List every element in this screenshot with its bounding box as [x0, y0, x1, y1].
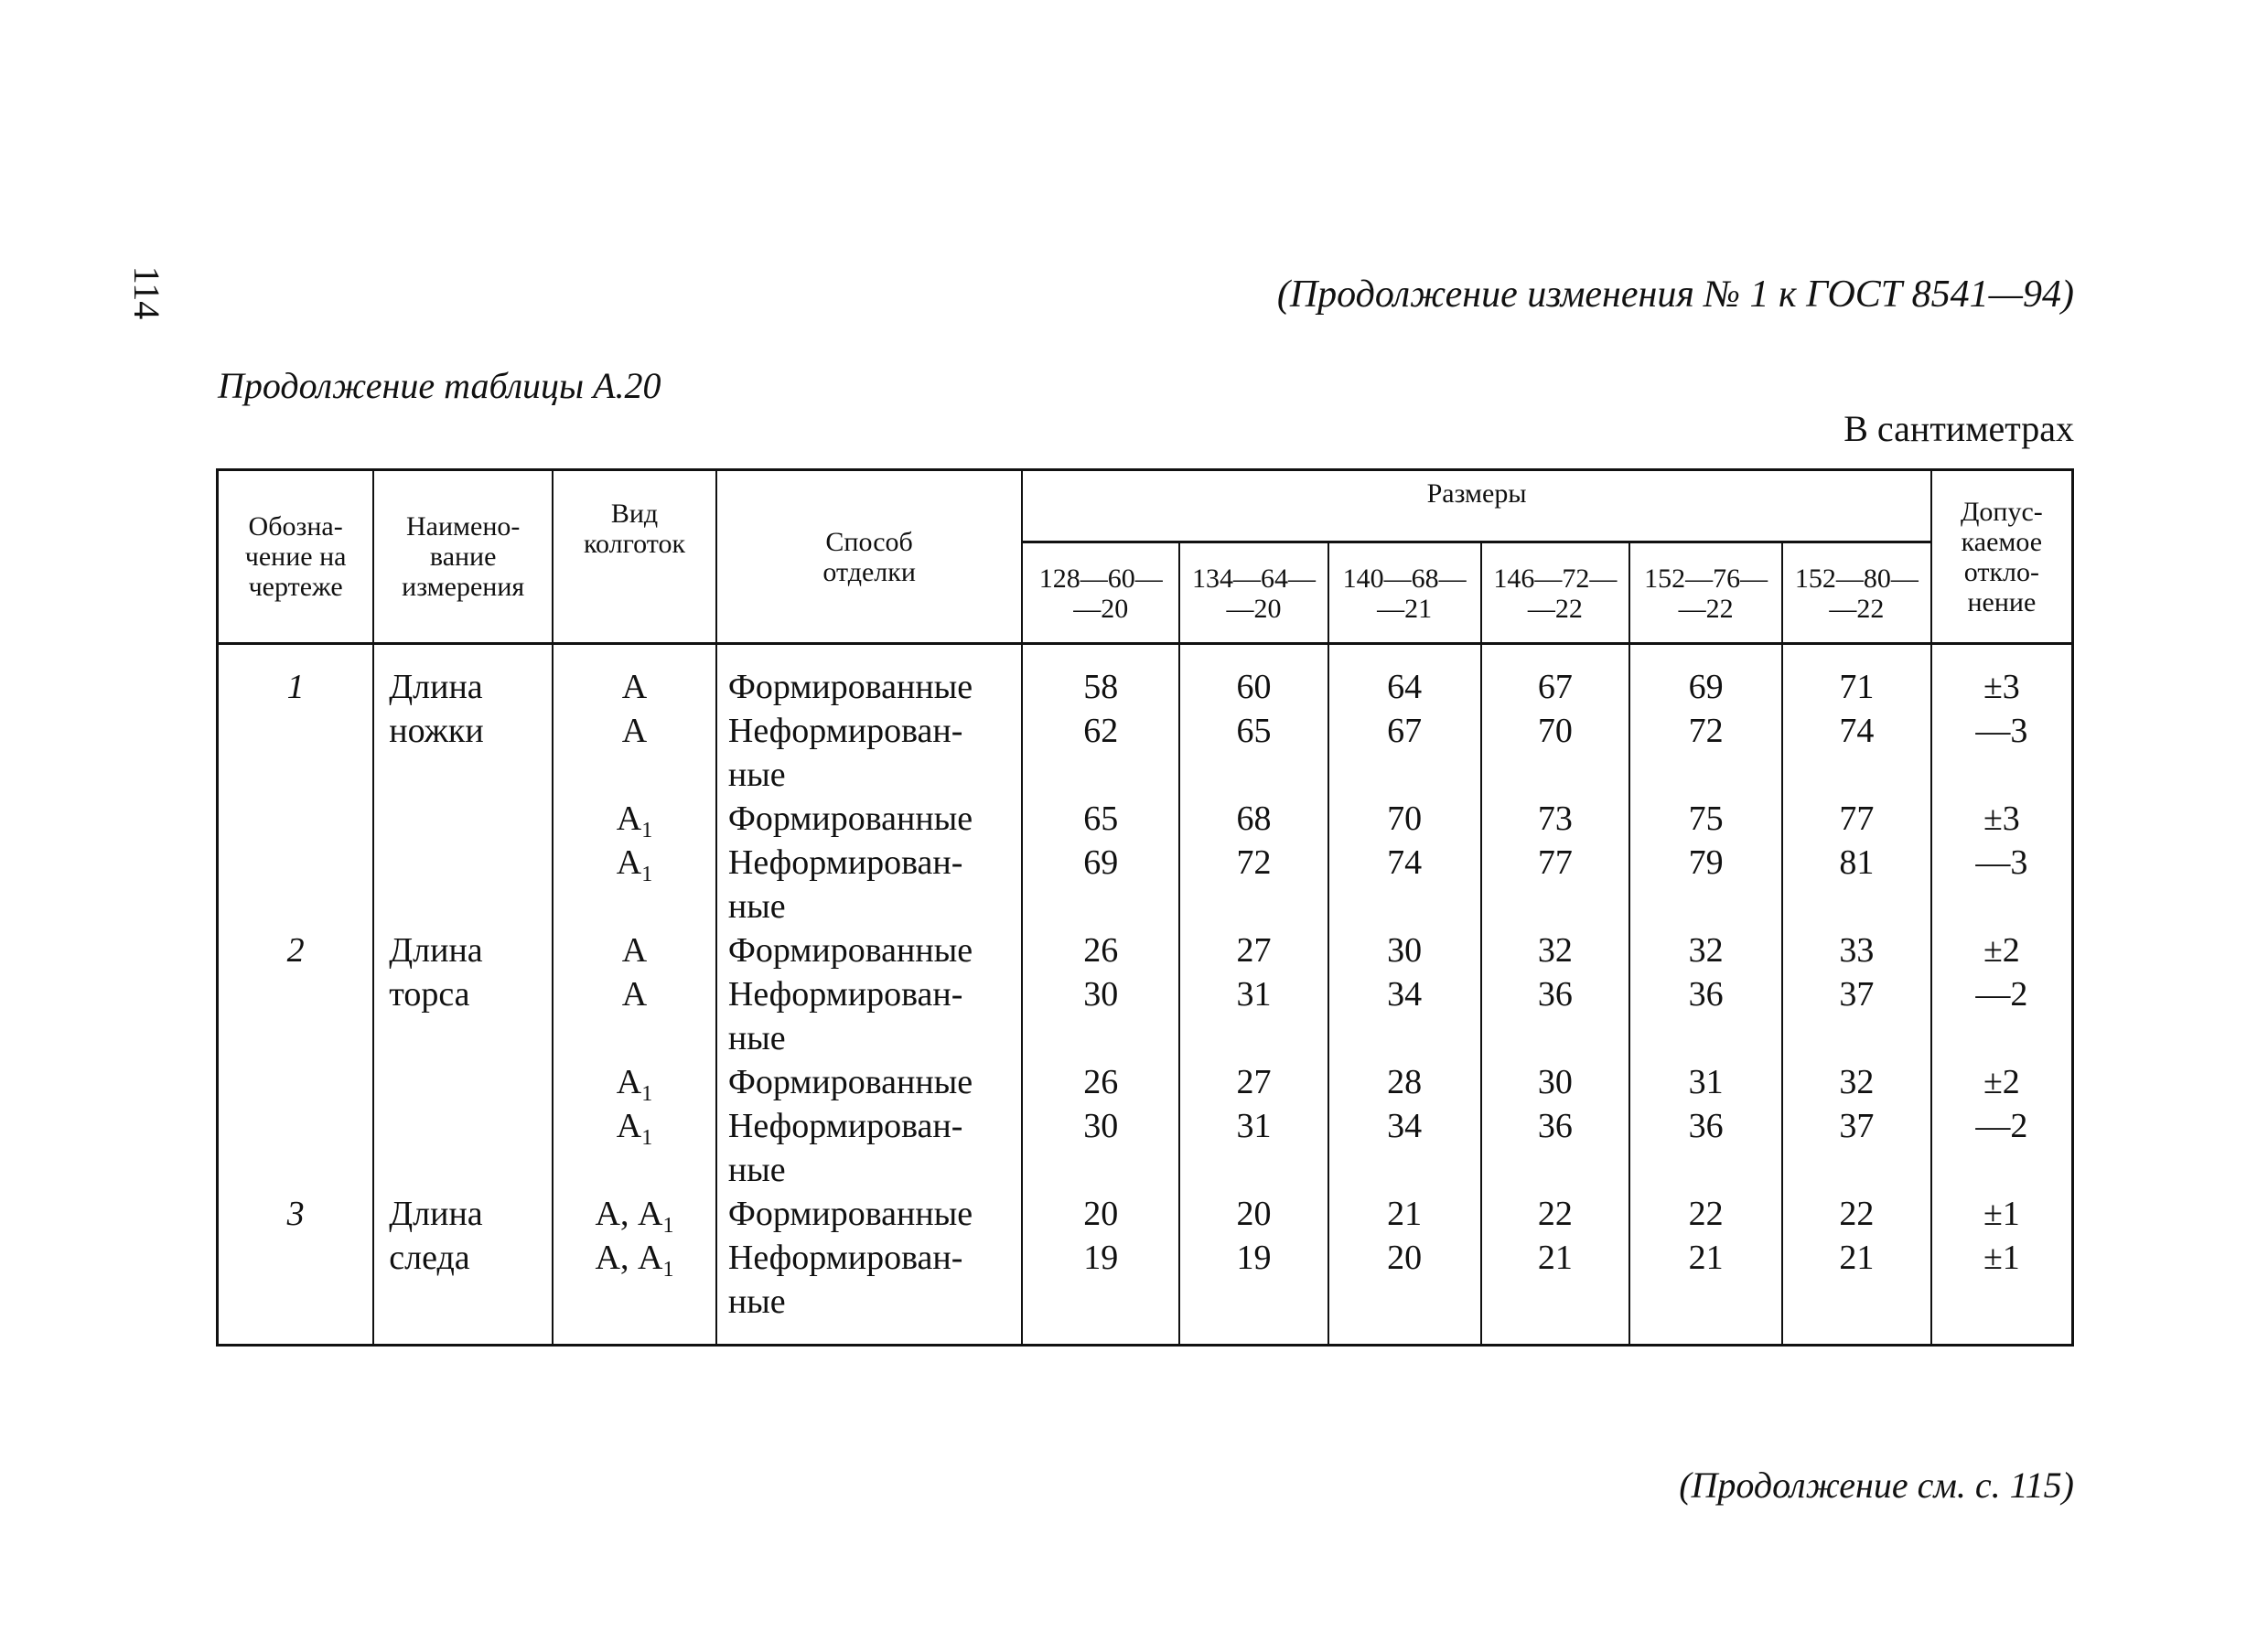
tolerance-value: ±3	[1983, 668, 2020, 706]
measure-name-line: торса	[389, 975, 470, 1014]
cell-designation	[218, 928, 374, 1192]
cell-designation	[218, 1192, 374, 1346]
size-value: 26	[1083, 931, 1119, 970]
size-line: —22	[1678, 594, 1734, 624]
type-subscript: 1	[641, 1082, 653, 1106]
cell-type	[553, 644, 716, 929]
cell-size-value	[1328, 928, 1481, 1192]
size-value: 74	[1839, 712, 1875, 750]
size-value: 36	[1688, 975, 1724, 1014]
size-value: 28	[1387, 1063, 1423, 1101]
size-value: 74	[1387, 843, 1423, 882]
type-entry	[554, 709, 715, 797]
header-name-line: Наимено-	[405, 511, 521, 542]
measure-name-line: Длина	[389, 668, 483, 706]
size-value: 19	[1083, 1239, 1119, 1277]
size-value: 34	[1387, 975, 1423, 1014]
size-value: 65	[1236, 712, 1272, 750]
cell-tolerance	[1931, 928, 2073, 1192]
size-value: 20	[1236, 1195, 1272, 1233]
finish-line: Неформирован-	[727, 1107, 963, 1145]
size-value: 64	[1387, 668, 1423, 706]
finish-line: Неформирован-	[727, 712, 963, 750]
type-entry	[554, 841, 715, 928]
finish-line: Формированные	[727, 931, 973, 970]
tolerance-value: —3	[1975, 712, 2028, 750]
cell-tolerance	[1931, 1192, 2073, 1346]
type-entry	[554, 1192, 715, 1236]
cell-measure-name	[373, 1192, 553, 1346]
cell-finish	[716, 928, 1022, 1192]
finish-line: Формированные	[727, 1195, 973, 1233]
cell-size-value	[1782, 928, 1931, 1192]
size-value: 70	[1387, 799, 1423, 838]
header-designation	[218, 470, 374, 644]
header-type-line: Вид	[610, 499, 659, 529]
table-row	[218, 928, 2073, 1192]
designation-text: 2	[286, 931, 305, 970]
table-caption: Продолжение таблицы А.20	[218, 365, 661, 406]
size-value: 68	[1236, 799, 1272, 838]
cell-size-value	[1629, 1192, 1782, 1346]
cell-size-value	[1179, 928, 1328, 1192]
size-value: 67	[1537, 668, 1573, 706]
header-name-line: вание	[429, 542, 497, 572]
finish-line: ные	[727, 1019, 786, 1057]
type-label: А	[616, 799, 642, 838]
cell-size-value	[1629, 644, 1782, 929]
size-value: 31	[1688, 1063, 1724, 1101]
header-finish-line: Способ	[825, 526, 913, 557]
type-entry	[554, 1060, 715, 1104]
size-value: 36	[1537, 1107, 1573, 1145]
header-finish-line: отделки	[822, 556, 916, 587]
cell-size-value	[1782, 644, 1931, 929]
size-line: 152—80—	[1794, 563, 1919, 594]
type-entry	[554, 797, 715, 841]
measurements-table	[216, 468, 2074, 1347]
size-value: 69	[1083, 843, 1119, 882]
size-value: 37	[1839, 1107, 1875, 1145]
size-line: —22	[1829, 594, 1885, 624]
size-value: 58	[1083, 668, 1119, 706]
type-label: А	[616, 843, 642, 882]
footer-note: (Продолжение см. с. 115)	[1679, 1465, 2074, 1506]
header-size-2	[1179, 542, 1328, 644]
size-value: 32	[1688, 931, 1724, 970]
size-value: 30	[1387, 931, 1423, 970]
size-value: 77	[1537, 843, 1573, 882]
cell-size-value	[1481, 644, 1630, 929]
type-entry	[554, 665, 715, 709]
finish-line: Формированные	[727, 799, 973, 838]
header-size-3	[1328, 542, 1481, 644]
size-value: 22	[1839, 1195, 1875, 1233]
size-value: 70	[1537, 712, 1573, 750]
size-line: 140—68—	[1342, 563, 1467, 594]
size-value: 20	[1083, 1195, 1119, 1233]
size-line: —22	[1527, 594, 1583, 624]
tolerance-value: ±3	[1983, 799, 2020, 838]
table-row	[218, 644, 2073, 929]
finish-line: ные	[727, 887, 786, 926]
size-value: 32	[1839, 1063, 1875, 1101]
units-note: В сантиметрах	[1843, 408, 2074, 449]
tolerance-value: —2	[1975, 975, 2028, 1014]
type-entry	[554, 1104, 715, 1192]
header-size-5	[1629, 542, 1782, 644]
size-value: 27	[1236, 931, 1272, 970]
size-value: 33	[1839, 931, 1875, 970]
size-value: 72	[1688, 712, 1724, 750]
type-label: А	[621, 931, 648, 970]
size-value: 30	[1083, 975, 1119, 1014]
designation-text: 3	[286, 1195, 305, 1233]
size-value: 75	[1688, 799, 1724, 838]
tolerance-value: ±1	[1983, 1195, 2020, 1233]
header-tolerance-line: Допус-	[1960, 496, 2043, 527]
tolerance-value: ±1	[1983, 1239, 2020, 1277]
size-line: —20	[1226, 594, 1282, 624]
type-label: А	[621, 975, 648, 1014]
size-value: 30	[1083, 1107, 1119, 1145]
cell-size-value	[1179, 644, 1328, 929]
designation-text: 1	[286, 668, 305, 706]
size-line: 134—64—	[1191, 563, 1316, 594]
type-label: А	[616, 1063, 642, 1101]
type-label: А, А	[595, 1195, 663, 1233]
type-subscript: 1	[662, 1214, 674, 1238]
cell-tolerance	[1931, 644, 2073, 929]
header-name-line: измерения	[402, 572, 525, 602]
size-value: 21	[1688, 1239, 1724, 1277]
size-value: 60	[1236, 668, 1272, 706]
size-value: 71	[1839, 668, 1875, 706]
type-entry	[554, 1236, 715, 1324]
header-tolerance-line: каемое	[1961, 526, 2043, 557]
type-entry	[554, 972, 715, 1060]
header-finish	[716, 470, 1022, 644]
finish-line: Неформирован-	[727, 975, 963, 1014]
finish-line: ные	[727, 1151, 786, 1189]
type-label: А	[621, 712, 648, 750]
size-value: 67	[1387, 712, 1423, 750]
type-subscript: 1	[662, 1258, 674, 1282]
cell-size-value	[1782, 1192, 1931, 1346]
tolerance-value: ±2	[1983, 931, 2020, 970]
tolerance-value: ±2	[1983, 1063, 2020, 1101]
header-tolerance-line: откло-	[1963, 556, 2039, 587]
cell-measure-name	[373, 928, 553, 1192]
cell-size-value	[1481, 928, 1630, 1192]
size-value: 27	[1236, 1063, 1272, 1101]
cell-finish	[716, 1192, 1022, 1346]
size-value: 34	[1387, 1107, 1423, 1145]
finish-line: Неформирован-	[727, 1239, 963, 1277]
header-note: (Продолжение изменения № 1 к ГОСТ 8541—94)	[1276, 274, 2074, 316]
size-line: 152—76—	[1644, 563, 1768, 594]
finish-line: Формированные	[727, 668, 973, 706]
size-value: 21	[1537, 1239, 1573, 1277]
size-value: 21	[1839, 1239, 1875, 1277]
header-designation-line: Обозна-	[248, 511, 343, 542]
cell-size-value	[1328, 1192, 1481, 1346]
type-entry	[554, 928, 715, 972]
page-number: 114	[126, 265, 167, 320]
size-value: 30	[1537, 1063, 1573, 1101]
cell-type	[553, 1192, 716, 1346]
type-label: А	[616, 1107, 642, 1145]
size-value: 31	[1236, 975, 1272, 1014]
size-value: 79	[1688, 843, 1724, 882]
table-row	[218, 1192, 2073, 1346]
size-value: 77	[1839, 799, 1875, 838]
size-value: 81	[1839, 843, 1875, 882]
size-value: 22	[1537, 1195, 1573, 1233]
header-size-6	[1782, 542, 1931, 644]
type-subscript: 1	[641, 1126, 653, 1150]
size-value: 36	[1688, 1107, 1724, 1145]
header-type	[553, 470, 716, 644]
tolerance-value: —2	[1975, 1107, 2028, 1145]
finish-line: ные	[727, 756, 786, 794]
tolerance-value: —3	[1975, 843, 2028, 882]
header-size-4	[1481, 542, 1630, 644]
size-value: 73	[1537, 799, 1573, 838]
type-subscript: 1	[641, 819, 653, 842]
size-value: 36	[1537, 975, 1573, 1014]
size-value: 65	[1083, 799, 1119, 838]
table-body	[218, 644, 2073, 1346]
header-tolerance	[1931, 470, 2073, 644]
header-tolerance-line: нение	[1967, 586, 2037, 617]
type-label: А	[621, 668, 648, 706]
size-value: 62	[1083, 712, 1119, 750]
size-line: —21	[1377, 594, 1433, 624]
cell-finish	[716, 644, 1022, 929]
cell-designation	[218, 644, 374, 929]
cell-size-value	[1481, 1192, 1630, 1346]
header-name	[373, 470, 553, 644]
size-value: 32	[1537, 931, 1573, 970]
measure-name-line: Длина	[389, 1195, 483, 1233]
size-value: 37	[1839, 975, 1875, 1014]
size-value: 19	[1236, 1239, 1272, 1277]
measure-name-line: Длина	[389, 931, 483, 970]
header-size-1	[1022, 542, 1179, 644]
finish-line: Неформирован-	[727, 843, 963, 882]
header-designation-line: чение на	[244, 542, 347, 572]
size-line: —20	[1073, 594, 1129, 624]
finish-line: Формированные	[727, 1063, 973, 1101]
cell-type	[553, 928, 716, 1192]
header-designation-line: чертеже	[248, 572, 343, 602]
header-sizes-group: Размеры	[1022, 470, 1930, 542]
header-type-line: колготок	[583, 529, 686, 559]
size-value: 72	[1236, 843, 1272, 882]
measure-name-line: следа	[389, 1239, 470, 1277]
measure-name-line: ножки	[389, 712, 484, 750]
size-value: 31	[1236, 1107, 1272, 1145]
cell-size-value	[1629, 928, 1782, 1192]
cell-size-value	[1022, 644, 1179, 929]
size-value: 69	[1688, 668, 1724, 706]
size-value: 22	[1688, 1195, 1724, 1233]
type-subscript: 1	[641, 863, 653, 886]
finish-line: ные	[727, 1282, 786, 1321]
size-value: 20	[1387, 1239, 1423, 1277]
cell-size-value	[1179, 1192, 1328, 1346]
size-line: 128—60—	[1038, 563, 1163, 594]
cell-size-value	[1328, 644, 1481, 929]
type-label: А, А	[595, 1239, 663, 1277]
size-line: 146—72—	[1493, 563, 1618, 594]
cell-size-value	[1022, 928, 1179, 1192]
cell-measure-name	[373, 644, 553, 929]
cell-size-value	[1022, 1192, 1179, 1346]
size-value: 21	[1387, 1195, 1423, 1233]
size-value: 26	[1083, 1063, 1119, 1101]
